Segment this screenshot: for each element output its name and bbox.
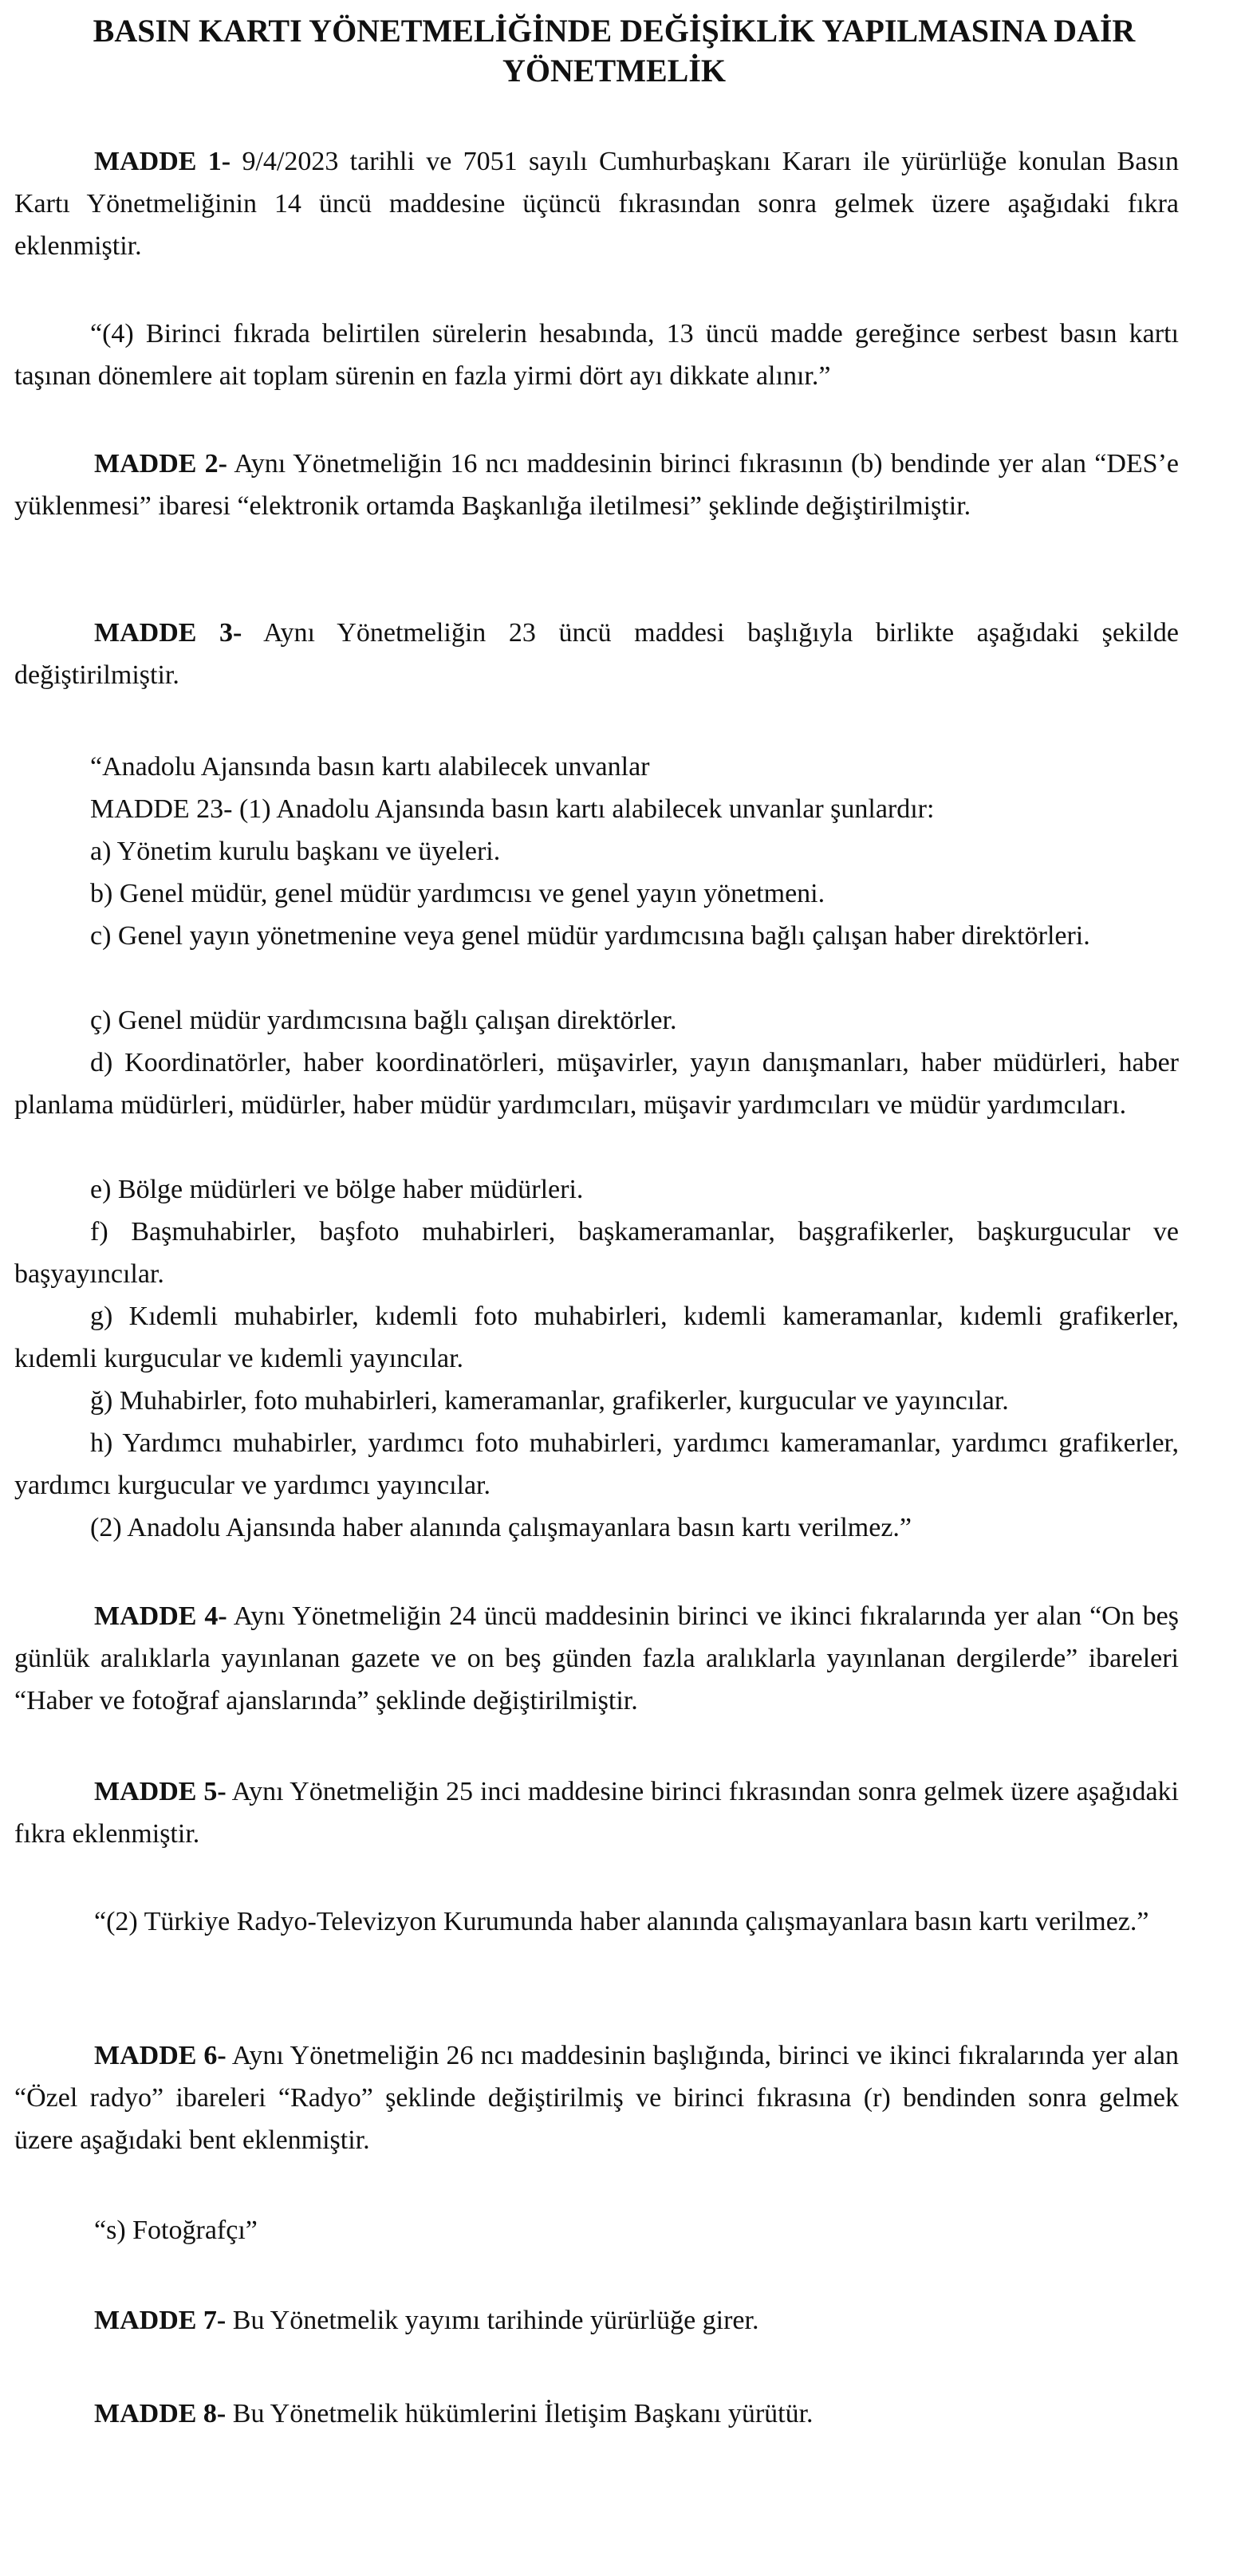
list-item-d: d) Koordinatörler, haber koordinatörleri, müşavirler, yayın danışmanları, haber müdürleri, haber planlama müdürleri, müdürler, haber müdür yardımcıları, müşavir yardımcıları ve müdür yardımcıları. — [14, 1048, 1179, 1120]
madde-1 — [14, 140, 1179, 267]
title-line-1: BASIN KARTI YÖNETMELİĞİNDE DEĞİŞİKLİK YAPILMASINA DAİR — [93, 13, 1136, 49]
madde-8-text: Bu Yönetmelik hükümlerini İletişim Başkanı yürütür. — [226, 2399, 814, 2428]
list-item-b: b) Genel müdür, genel müdür yardımcısı ve genel yayın yönetmeni. — [90, 879, 825, 908]
madde-3-quote-closing: (2) Anadolu Ajansında haber alanında çalışmayanlara basın kartı verilmez.” — [90, 1513, 912, 1542]
madde-3-quote-heading: “Anadolu Ajansında basın kartı alabilecek unvanlar — [90, 752, 650, 782]
madde-2 — [14, 443, 1179, 527]
madde-7-text: Bu Yönetmelik yayımı tarihinde yürürlüğe girer. — [226, 2306, 759, 2335]
list-item-g: g) Kıdemli muhabirler, kıdemli foto muhabirleri, kıdemli kameramanlar, kıdemli grafikerler, kıdemli kurgucular ve kıdemli yayıncılar. — [14, 1302, 1179, 1373]
madde-6-quote: “s) Fotoğrafçı” — [94, 2216, 258, 2245]
madde-6-label: MADDE 6- — [94, 2041, 227, 2070]
madde-5-quote: “(2) Türkiye Radyo-Televizyon Kurumunda haber alanında çalışmayanlara basın kartı verilmez.” — [94, 1907, 1149, 1936]
list-item-h: h) Yardımcı muhabirler, yardımcı foto muhabirleri, yardımcı kameramanlar, yardımcı grafikerler, yardımcı kurgucular ve yardımcı yayıncılar. — [14, 1428, 1179, 1500]
madde-2-text: Aynı Yönetmeliğin 16 ncı maddesinin birinci fıkrasının (b) bendinde yer alan “DES’e yüklenmesi” ibaresi “elektronik ortamda Başkanlığa iletilmesi” şeklinde değiştirilmiştir. — [14, 449, 1179, 521]
madde-1-quote: “(4) Birinci fıkrada belirtilen sürelerin hesabında, 13 üncü madde gereğince serbest basın kartı taşınan dönemlere ait toplam sürenin en fazla yirmi dört ayı dikkate alınır.” — [14, 319, 1179, 391]
madde-1-text: 9/4/2023 tarihli ve 7051 sayılı Cumhurbaşkanı Kararı ile yürürlüğe konulan Basın Kartı Yönetmeliğinin 14 üncü maddesine üçüncü fıkrasından sonra gelmek üzere aşağıdaki fıkra eklenmiştir. — [14, 147, 1179, 261]
madde-4-text: Aynı Yönetmeliğin 24 üncü maddesinin birinci ve ikinci fıkralarında yer alan “On beş günlük aralıklarla yayınlanan gazete ve on beş günden fazla aralıklarla yayınlanan dergilerde” ibareleri “Haber ve fotoğraf ajanslarında” şeklinde değiştirilmiştir. — [14, 1601, 1179, 1715]
madde-3-quote-intro: MADDE 23- (1) Anadolu Ajansında basın kartı alabilecek unvanlar şunlardır: — [90, 794, 935, 824]
list-item-e: e) Bölge müdürleri ve bölge haber müdürleri. — [90, 1175, 584, 1204]
madde-3-label: MADDE 3- — [94, 618, 242, 648]
madde-5 — [14, 1771, 1179, 1855]
madde-3 — [14, 612, 1179, 696]
list-item-c: c) Genel yayın yönetmenine veya genel müdür yardımcısına bağlı çalışan haber direktörleri. — [90, 921, 1090, 951]
madde-5-text: Aynı Yönetmeliğin 25 inci maddesine birinci fıkrasından sonra gelmek üzere aşağıdaki fıkra eklenmiştir. — [14, 1777, 1179, 1849]
madde-5-label: MADDE 5- — [94, 1777, 227, 1806]
madde-7-label: MADDE 7- — [94, 2306, 227, 2335]
madde-8-label: MADDE 8- — [94, 2399, 227, 2428]
document-title — [48, 11, 1180, 91]
madde-6-text: Aynı Yönetmeliğin 26 ncı maddesinin başlığında, birinci ve ikinci fıkralarında yer alan “Özel radyo” ibareleri “Radyo” şeklinde değiştirilmiş ve birinci fıkrasına (r) bendinden sonra gelmek üzere aşağıdaki bent eklenmiştir. — [14, 2041, 1179, 2155]
list-item-f: f) Başmuhabirler, başfoto muhabirleri, başkameramanlar, başgrafikerler, başkurgucular ve başyayıncılar. — [14, 1217, 1179, 1289]
madde-2-label: MADDE 2- — [94, 449, 227, 479]
title-line-2: YÖNETMELİK — [502, 53, 727, 89]
madde-4-label: MADDE 4- — [94, 1601, 227, 1631]
list-item-c-cedilla: ç) Genel müdür yardımcısına bağlı çalışan direktörler. — [90, 1006, 677, 1035]
madde-8 — [14, 2393, 1179, 2435]
madde-4 — [14, 1595, 1179, 1722]
list-item-a: a) Yönetim kurulu başkanı ve üyeleri. — [90, 837, 501, 866]
madde-3-text: Aynı Yönetmeliğin 23 üncü maddesi başlığıyla birlikte aşağıdaki şekilde değiştirilmiştir. — [14, 618, 1179, 690]
madde-7 — [14, 2299, 1179, 2342]
madde-1-label: MADDE 1- — [94, 147, 231, 176]
list-item-g-breve: ğ) Muhabirler, foto muhabirleri, kameramanlar, grafikerler, kurgucular ve yayıncılar. — [90, 1386, 1009, 1416]
madde-6 — [14, 2034, 1179, 2161]
